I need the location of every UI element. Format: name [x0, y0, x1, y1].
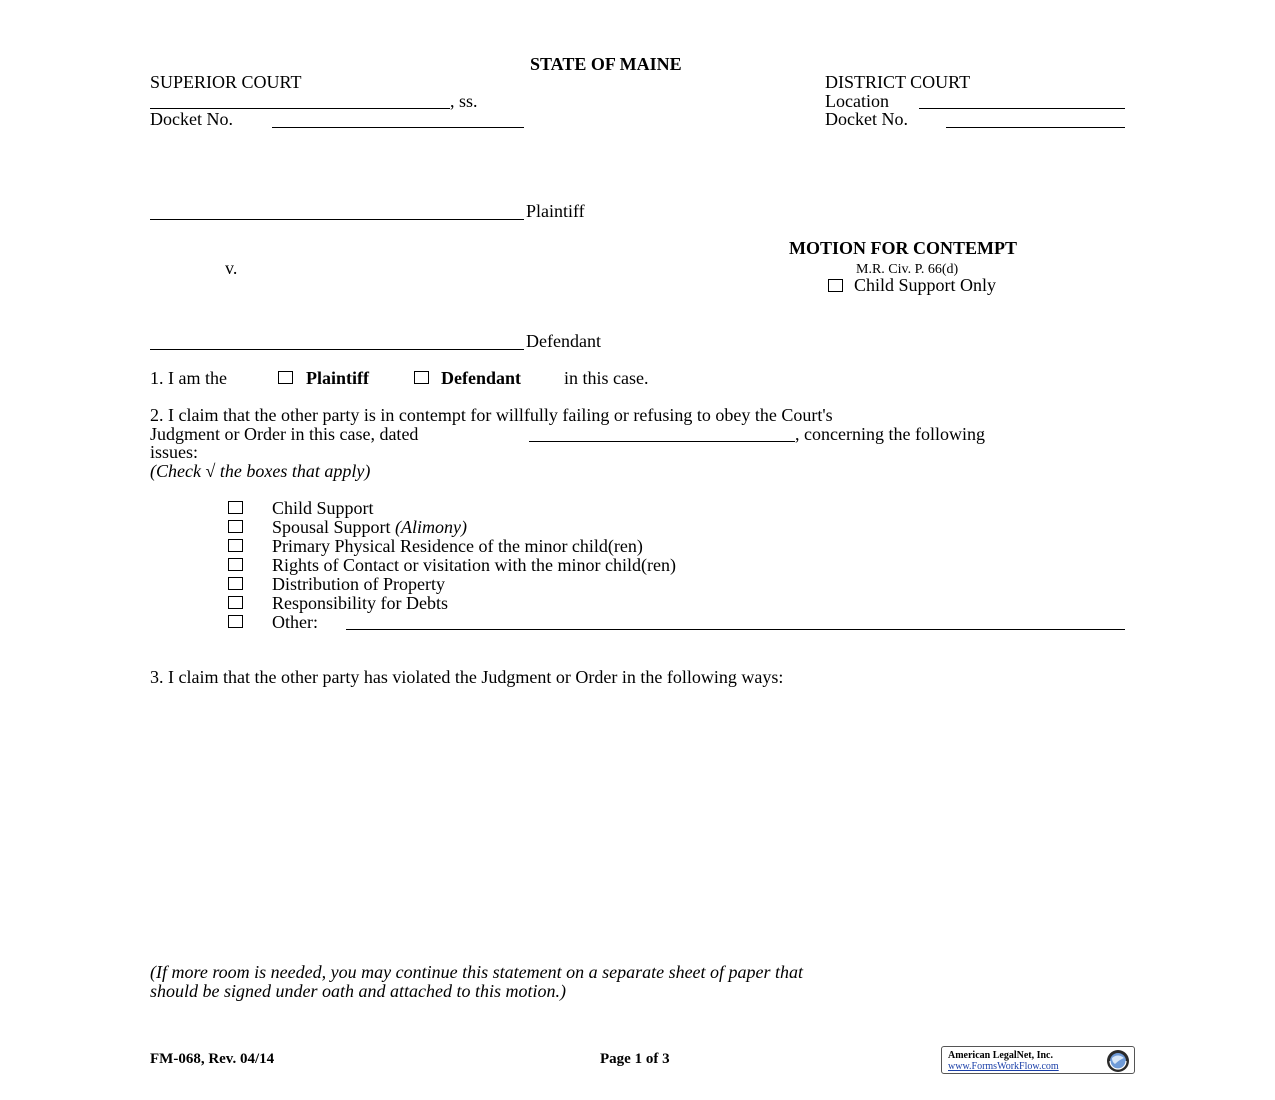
child-support-only-label: Child Support Only [854, 275, 997, 295]
continuation-note-line1: (If more room is needed, you may continue this statement on a separate sheet of paper that [150, 962, 804, 982]
plaintiff-checkbox[interactable] [278, 371, 293, 384]
issue-label: Rights of Contact or visitation with the minor child(ren) [272, 555, 676, 575]
right-docket-field[interactable] [946, 127, 1125, 128]
order-date-field[interactable] [529, 441, 795, 442]
left-docket-label: Docket No. [150, 109, 233, 129]
section1-suffix: in this case. [564, 368, 649, 388]
violation-statement-area[interactable] [150, 695, 1125, 955]
issue-checkbox[interactable] [228, 558, 243, 571]
issue-checkbox[interactable] [228, 520, 243, 533]
section2-line3: issues: [150, 442, 199, 462]
versus-label: v. [225, 258, 238, 278]
logo-company: American LegalNet, Inc. [948, 1050, 1053, 1061]
state-title: STATE OF MAINE [530, 54, 682, 74]
section2-line2-suffix: , concerning the following [795, 424, 985, 444]
location-field[interactable] [919, 108, 1125, 109]
american-legalnet-logo [941, 1046, 1135, 1074]
location-label: Location [825, 91, 889, 111]
section2-line1: 2. I claim that the other party is in contempt for willfully failing or refusing to obey the Court's [150, 405, 833, 425]
continuation-note-line2: should be signed under oath and attached to this motion.) [150, 981, 566, 1001]
rule-citation: M.R. Civ. P. 66(d) [856, 262, 959, 277]
issue-checkbox[interactable] [228, 615, 243, 628]
section2-line2-prefix: Judgment or Order in this case, dated [150, 424, 419, 444]
plaintiff-label: Plaintiff [526, 201, 585, 221]
globe-icon [1106, 1049, 1130, 1073]
issue-note: (Alimony) [395, 517, 467, 537]
issue-label: Child Support [272, 498, 374, 518]
defendant-label: Defendant [526, 331, 601, 351]
issue-label: Other: [272, 612, 318, 632]
logo-url[interactable]: www.FormsWorkFlow.com [948, 1061, 1059, 1072]
section1-prefix: 1. I am the [150, 368, 227, 388]
defendant-checkbox[interactable] [414, 371, 429, 384]
issue-checkbox[interactable] [228, 539, 243, 552]
superior-court-label: SUPERIOR COURT [150, 72, 302, 92]
section1-defendant-option: Defendant [441, 368, 521, 388]
form-id: FM-068, Rev. 04/14 [150, 1051, 275, 1067]
district-court-label: DISTRICT COURT [825, 72, 971, 92]
issue-label: Responsibility for Debts [272, 593, 448, 613]
page-number: Page 1 of 3 [600, 1051, 670, 1067]
issue-label: Primary Physical Residence of the minor child(ren) [272, 536, 643, 556]
left-docket-field[interactable] [272, 127, 524, 128]
issue-checkbox[interactable] [228, 596, 243, 609]
right-docket-label: Docket No. [825, 109, 908, 129]
issue-label: Distribution of Property [272, 574, 445, 594]
section3-text: 3. I claim that the other party has violated the Judgment or Order in the following ways: [150, 667, 784, 687]
section1-plaintiff-option: Plaintiff [306, 368, 369, 388]
plaintiff-name-field[interactable] [150, 219, 524, 220]
check-instruction: (Check √ the boxes that apply) [150, 461, 371, 481]
issue-checkbox[interactable] [228, 577, 243, 590]
other-issue-field[interactable] [346, 629, 1125, 630]
child-support-only-checkbox[interactable] [828, 279, 843, 292]
issue-checkbox[interactable] [228, 501, 243, 514]
defendant-name-field[interactable] [150, 349, 524, 350]
ss-suffix: , ss. [450, 91, 478, 111]
issue-label: Spousal Support [272, 517, 391, 537]
motion-title: MOTION FOR CONTEMPT [789, 238, 1017, 258]
